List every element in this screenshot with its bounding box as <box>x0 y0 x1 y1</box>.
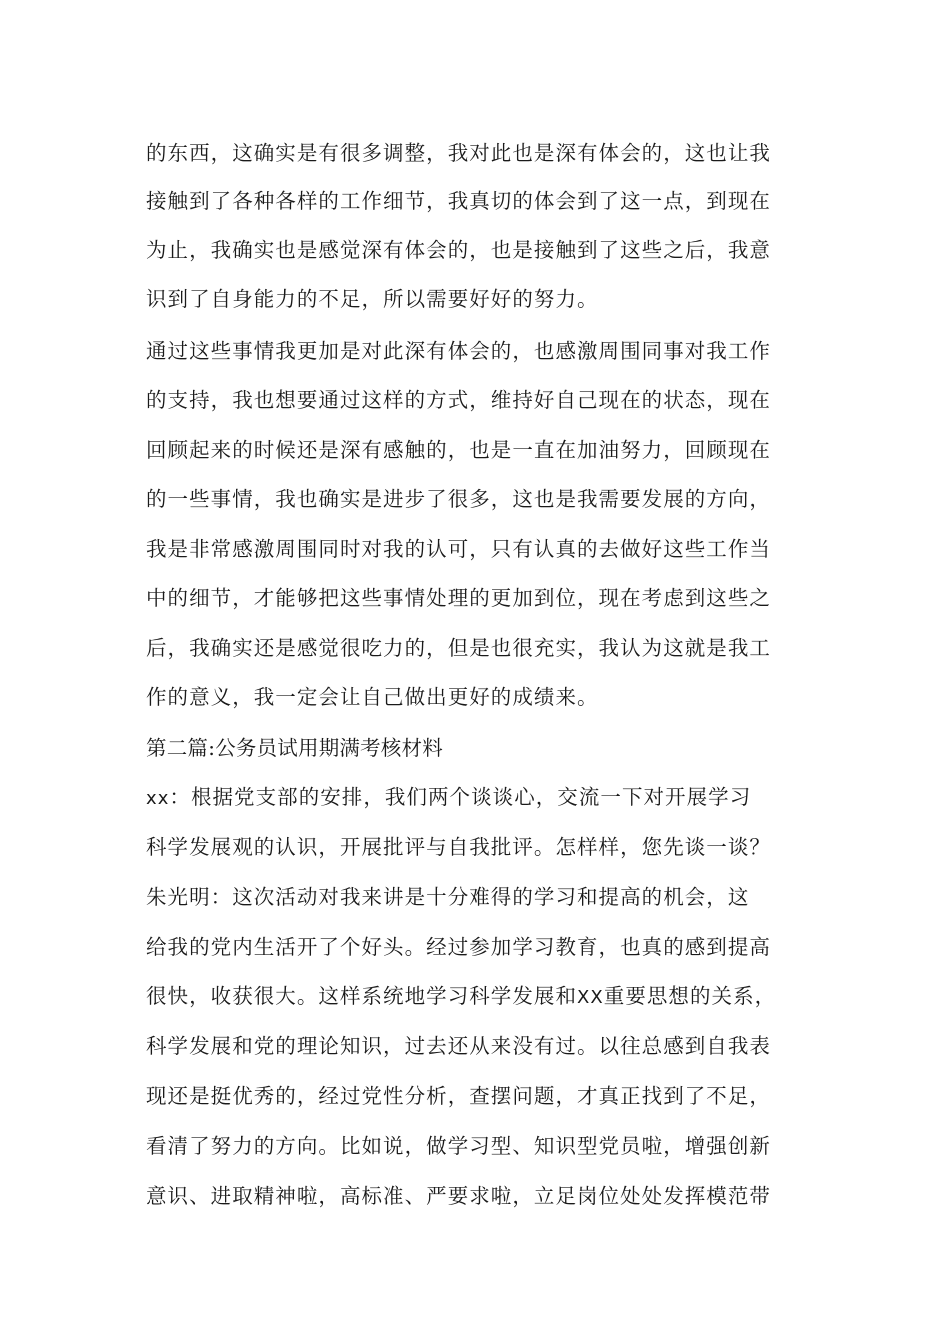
paragraph-line: 的一些事情，我也确实是进步了很多，这也是我需要发展的方向， <box>146 487 771 511</box>
dialogue-line: 科学发展和党的理论知识，过去还从来没有过。以往总感到自我表 <box>146 1034 771 1058</box>
paragraph-line: 的东西，这确实是有很多调整，我对此也是深有体会的，这也让我 <box>146 141 771 165</box>
dialogue-text: 很快，收获很大。这样系统地学习科学发展和 <box>146 984 577 1008</box>
dialogue-line <box>146 983 776 1011</box>
paragraph-line: 识到了自身能力的不足，所以需要好好的努力。 <box>146 287 599 311</box>
paragraph-line: 后，我确实还是感觉很吃力的，但是也很充实，我认为这就是我工 <box>146 636 771 660</box>
dialogue-line: 给我的党内生活开了个好头。经过参加学习教育，也真的感到提高 <box>146 935 771 959</box>
paragraph-line: 我是非常感激周围同时对我的认可，只有认真的去做好这些工作当 <box>146 537 771 561</box>
redacted-term: XX <box>577 987 604 1008</box>
paragraph-line: 通过这些事情我更加是对此深有体会的，也感激周围同事对我工作 <box>146 339 771 363</box>
speaker-label: xx <box>146 788 170 809</box>
dialogue-line: 意识、进取精神啦，高标准、严要求啦，立足岗位处处发挥模范带 <box>146 1184 771 1208</box>
paragraph-line: 回顾起来的时候还是深有感触的，也是一直在加油努力，回顾现在 <box>146 438 771 462</box>
paragraph-line: 为止，我确实也是感觉深有体会的，也是接触到了这些之后，我意 <box>146 238 771 262</box>
dialogue-line: 现还是挺优秀的，经过党性分析，查摆问题，才真正找到了不足， <box>146 1084 771 1108</box>
paragraph-line: 接触到了各种各样的工作细节，我真切的体会到了这一点，到现在 <box>146 189 771 213</box>
dialogue-line: 朱光明：这次活动对我来讲是十分难得的学习和提高的机会，这 <box>146 885 750 909</box>
paragraph-line: 作的意义，我一定会让自己做出更好的成绩来。 <box>146 685 599 709</box>
section-title: 第二篇:公务员试用期满考核材料 <box>146 736 443 760</box>
dialogue-line: 看清了努力的方向。比如说，做学习型、知识型党员啦，增强创新 <box>146 1134 771 1158</box>
dialogue-text: 重要思想的关系， <box>603 984 777 1008</box>
dialogue-text: ：根据党支部的安排，我们两个谈谈心，交流一下对开展学习 <box>169 785 752 809</box>
paragraph-line: 的支持，我也想要通过这样的方式，维持好自己现在的状态，现在 <box>146 388 771 412</box>
dialogue-line: 科学发展观的认识，开展批评与自我批评。怎样样，您先谈一谈？ <box>146 835 771 859</box>
paragraph-line: 中的细节，才能够把这些事情处理的更加到位，现在考虑到这些之 <box>146 586 771 610</box>
dialogue-line <box>146 784 751 812</box>
